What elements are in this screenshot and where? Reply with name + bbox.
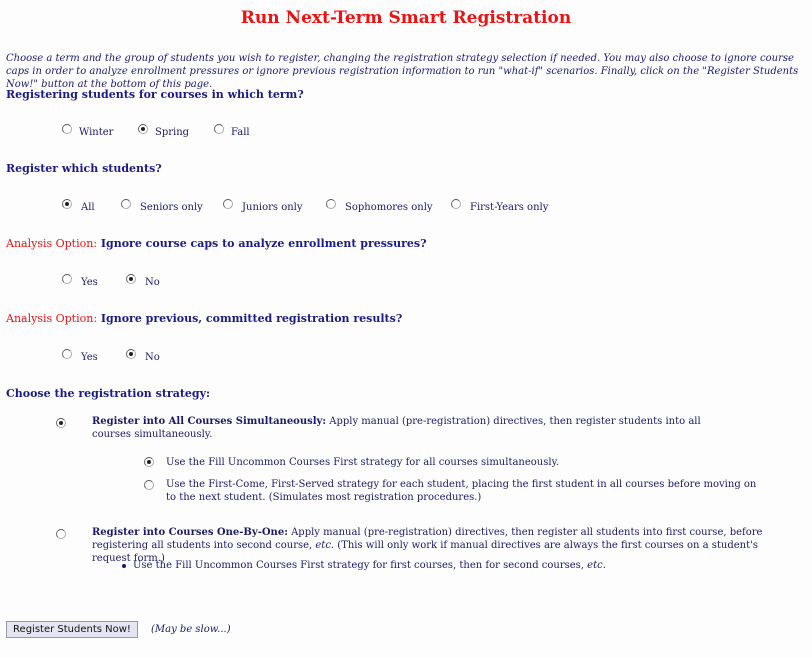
page-title: Run Next-Term Smart Registration <box>240 8 572 28</box>
students-radio-juniors[interactable] <box>223 199 233 209</box>
one-by-one-bullet-start: Use the Fill Uncommon Courses First strategy for first courses, then for second courses, <box>133 560 588 571</box>
caps-question-text: Ignore course caps to analyze enrollment pressures? <box>100 237 427 250</box>
students-label-sophomores: Sophomores only <box>345 202 433 213</box>
caps-prefix: Analysis Option: <box>6 237 98 250</box>
one-by-one-bullet <box>122 564 126 568</box>
term-label-fall: Fall <box>231 127 250 138</box>
strategy-radio-one-by-one[interactable] <box>56 529 66 539</box>
strategy-simultaneous-desc: Apply manual (pre-registration) directives, then register students into all courses simultaneously. <box>92 416 701 440</box>
caps-label-no: No <box>145 277 160 288</box>
students-radio-seniors[interactable] <box>121 199 131 209</box>
register-students-now-button[interactable]: Register Students Now! <box>6 621 138 638</box>
students-radio-all[interactable] <box>62 199 72 209</box>
one-by-one-bullet-etc: etc. <box>587 560 606 571</box>
students-radio-first-years[interactable] <box>451 199 461 209</box>
previous-question <box>6 312 402 325</box>
students-label-all: All <box>81 202 95 213</box>
term-label-winter: Winter <box>79 127 114 138</box>
previous-radio-yes[interactable] <box>62 349 72 359</box>
strategy-simultaneous-text <box>92 415 732 441</box>
students-radio-sophomores[interactable] <box>326 199 336 209</box>
strategy-one-by-one-title: Register into Courses One-By-One: <box>92 527 288 538</box>
caps-radio-no[interactable] <box>126 274 136 284</box>
term-radio-spring[interactable] <box>138 124 148 134</box>
strategy-one-by-one-desc-start: Apply manual (pre-registration) directives, then register all students into first course, before registering all students into second course, <box>92 527 763 551</box>
strategy-simultaneous-title: Register into All Courses Simultaneously: <box>92 416 327 427</box>
strategy-question: Choose the registration strategy: <box>6 387 211 400</box>
simultaneous-radio-first-come[interactable] <box>144 480 154 490</box>
previous-prefix: Analysis Option: <box>6 312 98 325</box>
previous-question-text: Ignore previous, committed registration results? <box>100 312 403 325</box>
caps-radio-yes[interactable] <box>62 274 72 284</box>
simultaneous-radio-fill-uncommon[interactable] <box>144 457 154 467</box>
students-label-juniors: Juniors only <box>242 202 303 213</box>
slow-note: (May be slow...) <box>151 624 231 635</box>
students-question: Register which students? <box>6 162 162 175</box>
students-label-seniors: Seniors only <box>140 202 203 213</box>
strategy-one-by-one-desc-end: (This will only work if manual directives are always the first courses on a student's request form.) <box>92 540 759 564</box>
caps-question <box>6 237 427 250</box>
caps-label-yes: Yes <box>81 277 98 288</box>
simultaneous-first-come-label: Use the First-Come, First-Served strategy for each student, placing the first student in all courses before moving on to the next student. (Simulates most registration procedures.) <box>166 479 757 503</box>
strategy-radio-simultaneous[interactable] <box>56 418 66 428</box>
term-label-spring: Spring <box>155 127 190 138</box>
term-question: Registering students for courses in which term? <box>6 88 304 101</box>
previous-label-no: No <box>145 352 160 363</box>
simultaneous-fill-uncommon-label: Use the Fill Uncommon Courses First strategy for all courses simultaneously. <box>166 457 560 468</box>
previous-radio-no[interactable] <box>126 349 136 359</box>
intro-text: Choose a term and the group of students you wish to register, changing the registration strategy selection if needed. You may also choose to ignore course caps in order to analyze enrollment pressures or ignore previous registration information to run "what-if" scenarios. Finally, click on the "Register Students Now!" button at the bottom of this page. <box>6 53 799 90</box>
strategy-one-by-one-desc-etc: etc. <box>315 540 335 551</box>
term-radio-fall[interactable] <box>214 124 224 134</box>
one-by-one-bullet-text <box>133 559 753 572</box>
previous-label-yes: Yes <box>81 352 98 363</box>
term-radio-winter[interactable] <box>62 124 72 134</box>
students-label-first-years: First-Years only <box>470 202 549 213</box>
